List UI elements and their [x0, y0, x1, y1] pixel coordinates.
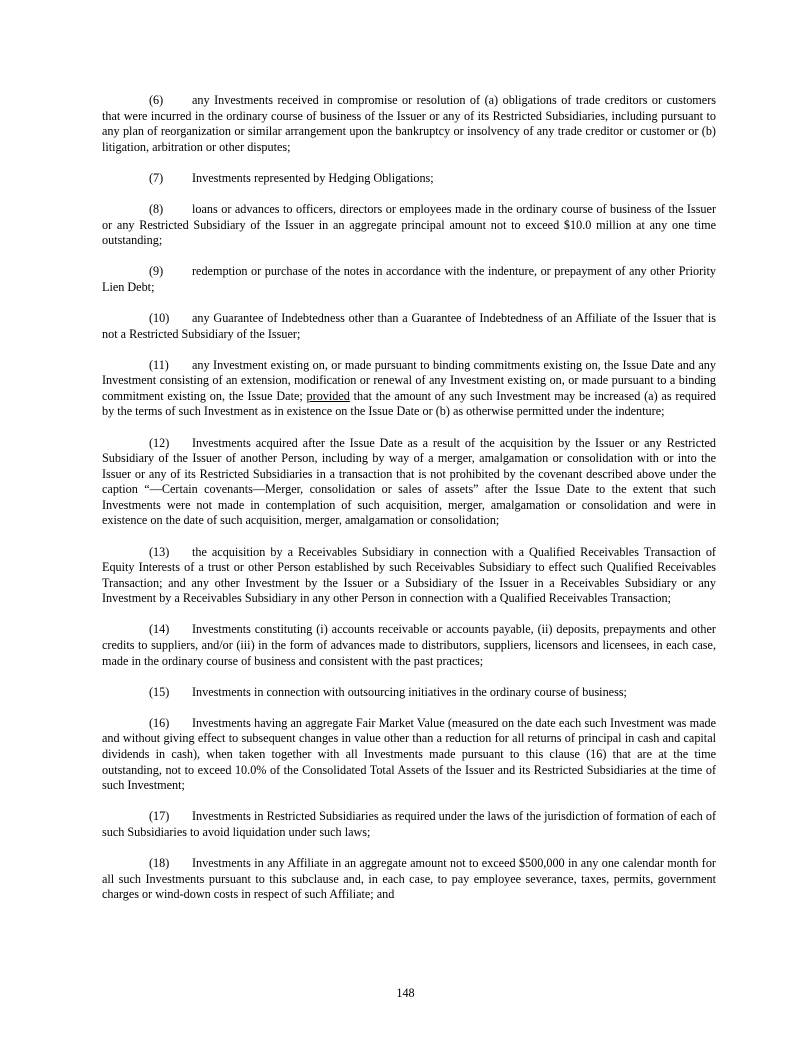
clause-number: (8)	[149, 201, 164, 216]
clause-text: any Investments received in compromise or resolution of (a) obligations of trade creditors or customers that were incurred in the ordinary course of business of the Issuer or any of its Restricted Subsidiaries, including pursuant to any plan of reorganization or similar arrangement upon the bankruptcy or insolvency of any trade creditor or customer or (b) litigation, arbitration or other disputes;	[102, 93, 716, 154]
clause-text: Investments in Restricted Subsidiaries as required under the laws of the jurisdiction of formation of each of such Subsidiaries to avoid liquidation under such laws;	[102, 809, 716, 839]
clause-number: (9)	[149, 264, 164, 279]
clause-text: loans or advances to officers, directors or employees made in the ordinary course of business of the Issuer or any Restricted Subsidiary of the Issuer in an aggregate principal amount not to exceed $10.0 million at any one time outstanding;	[102, 201, 716, 248]
clause-number: (12)	[149, 435, 170, 450]
clause-9	[102, 264, 716, 295]
clause-text: Investments represented by Hedging Obligations;	[192, 170, 434, 185]
clause-number: (15)	[149, 684, 170, 699]
clause-text-after: that the amount of any such Investment may be increased (a) as required by the terms of such Investment as in existence on the Issue Date or (b) as otherwise permitted under the indenture;	[102, 388, 716, 419]
clause-text: Investments in any Affiliate in an aggregate amount not to exceed $500,000 in any one calendar month for all such Investments pursuant to this subclause and, in each case, to pay employee severance, taxes, permits, government charges or wind-down costs in respect of such Affiliate; and	[102, 855, 716, 902]
page-number: 148	[396, 986, 415, 1000]
clause-text-before: any Investment existing on, or made pursuant to binding commitments existing on, the Issue Date and any Investment consisting of an extension, modification or renewal of any Investment existing on, or made pursuant to a binding commitment existing on, the Issue Date;	[102, 357, 716, 403]
clause-7	[102, 171, 716, 187]
clause-18	[102, 856, 716, 903]
clause-14	[102, 622, 716, 669]
clause-number: (10)	[149, 310, 170, 325]
clause-number: (17)	[149, 809, 170, 824]
clause-12	[102, 436, 716, 530]
clause-6	[102, 93, 716, 155]
clause-text: any Guarantee of Indebtedness other than a Guarantee of Indebtedness of an Affiliate of the Issuer that is not a Restricted Subsidiary of the Issuer;	[102, 310, 716, 341]
clause-text: the acquisition by a Receivables Subsidiary in connection with a Qualified Receivables Transaction of Equity Interests of a trust or other Person established by such Receivables Subsidiary to effect such Qualified Receivables Transaction; and any other Investment by the Issuer or a Subsidiary of the Issuer in a Receivables Subsidiary or any Investment by a Receivables Subsidiary in any other Person in connection with a Qualified Receivables Transaction;	[102, 544, 716, 606]
clause-15	[102, 685, 716, 701]
clause-number: (11)	[149, 357, 169, 372]
clause-17	[102, 809, 716, 840]
clause-16	[102, 716, 716, 794]
clause-text: Investments having an aggregate Fair Market Value (measured on the date each such Investment was made and without giving effect to subsequent changes in value other than a reduction for all returns of principal in cash and capital dividends in cash), when taken together with all Investments made pursuant to this clause (16) that are at the time outstanding, not to exceed 10.0% of the Consolidated Total Assets of the Issuer and its Restricted Subsidiaries at the time of such Investment;	[102, 715, 716, 793]
clause-11	[102, 358, 716, 420]
clause-number: (13)	[149, 544, 170, 559]
clause-8	[102, 202, 716, 249]
clause-number: (7)	[149, 170, 164, 185]
clause-10	[102, 311, 716, 342]
provided-term: provided	[306, 388, 350, 403]
clause-13	[102, 545, 716, 607]
clause-number: (14)	[149, 622, 170, 637]
document-body	[102, 93, 716, 918]
clause-number: (16)	[149, 715, 170, 730]
clause-text: redemption or purchase of the notes in accordance with the indenture, or prepayment of any other Priority Lien Debt;	[102, 264, 716, 294]
clause-text: Investments acquired after the Issue Date as a result of the acquisition by the Issuer or any Restricted Subsidiary of the Issuer of another Person, including by way of a merger, amalgamation or consolidation with or into the Issuer or any of its Restricted Subsidiaries in a transaction that is not prohibited by the covenant described above under the caption “—Certain covenants—Merger, consolidation or sales of assets” after the Issue Date to the extent that such Investments were not made in contemplation of such acquisition, merger, amalgamation or consolidation and were in existence on the date of such acquisition, merger, amalgamation or consolidation;	[102, 435, 716, 528]
clause-text: Investments in connection with outsourcing initiatives in the ordinary course of business;	[192, 684, 627, 699]
clause-number: (6)	[149, 93, 164, 107]
clause-text: Investments constituting (i) accounts receivable or accounts payable, (ii) deposits, prepayments and other credits to suppliers, and/or (iii) in the form of advances made to distributors, suppliers, licensors and licensees, in each case, made in the ordinary course of business and consistent with the past practices;	[102, 622, 716, 668]
clause-number: (18)	[149, 855, 170, 870]
